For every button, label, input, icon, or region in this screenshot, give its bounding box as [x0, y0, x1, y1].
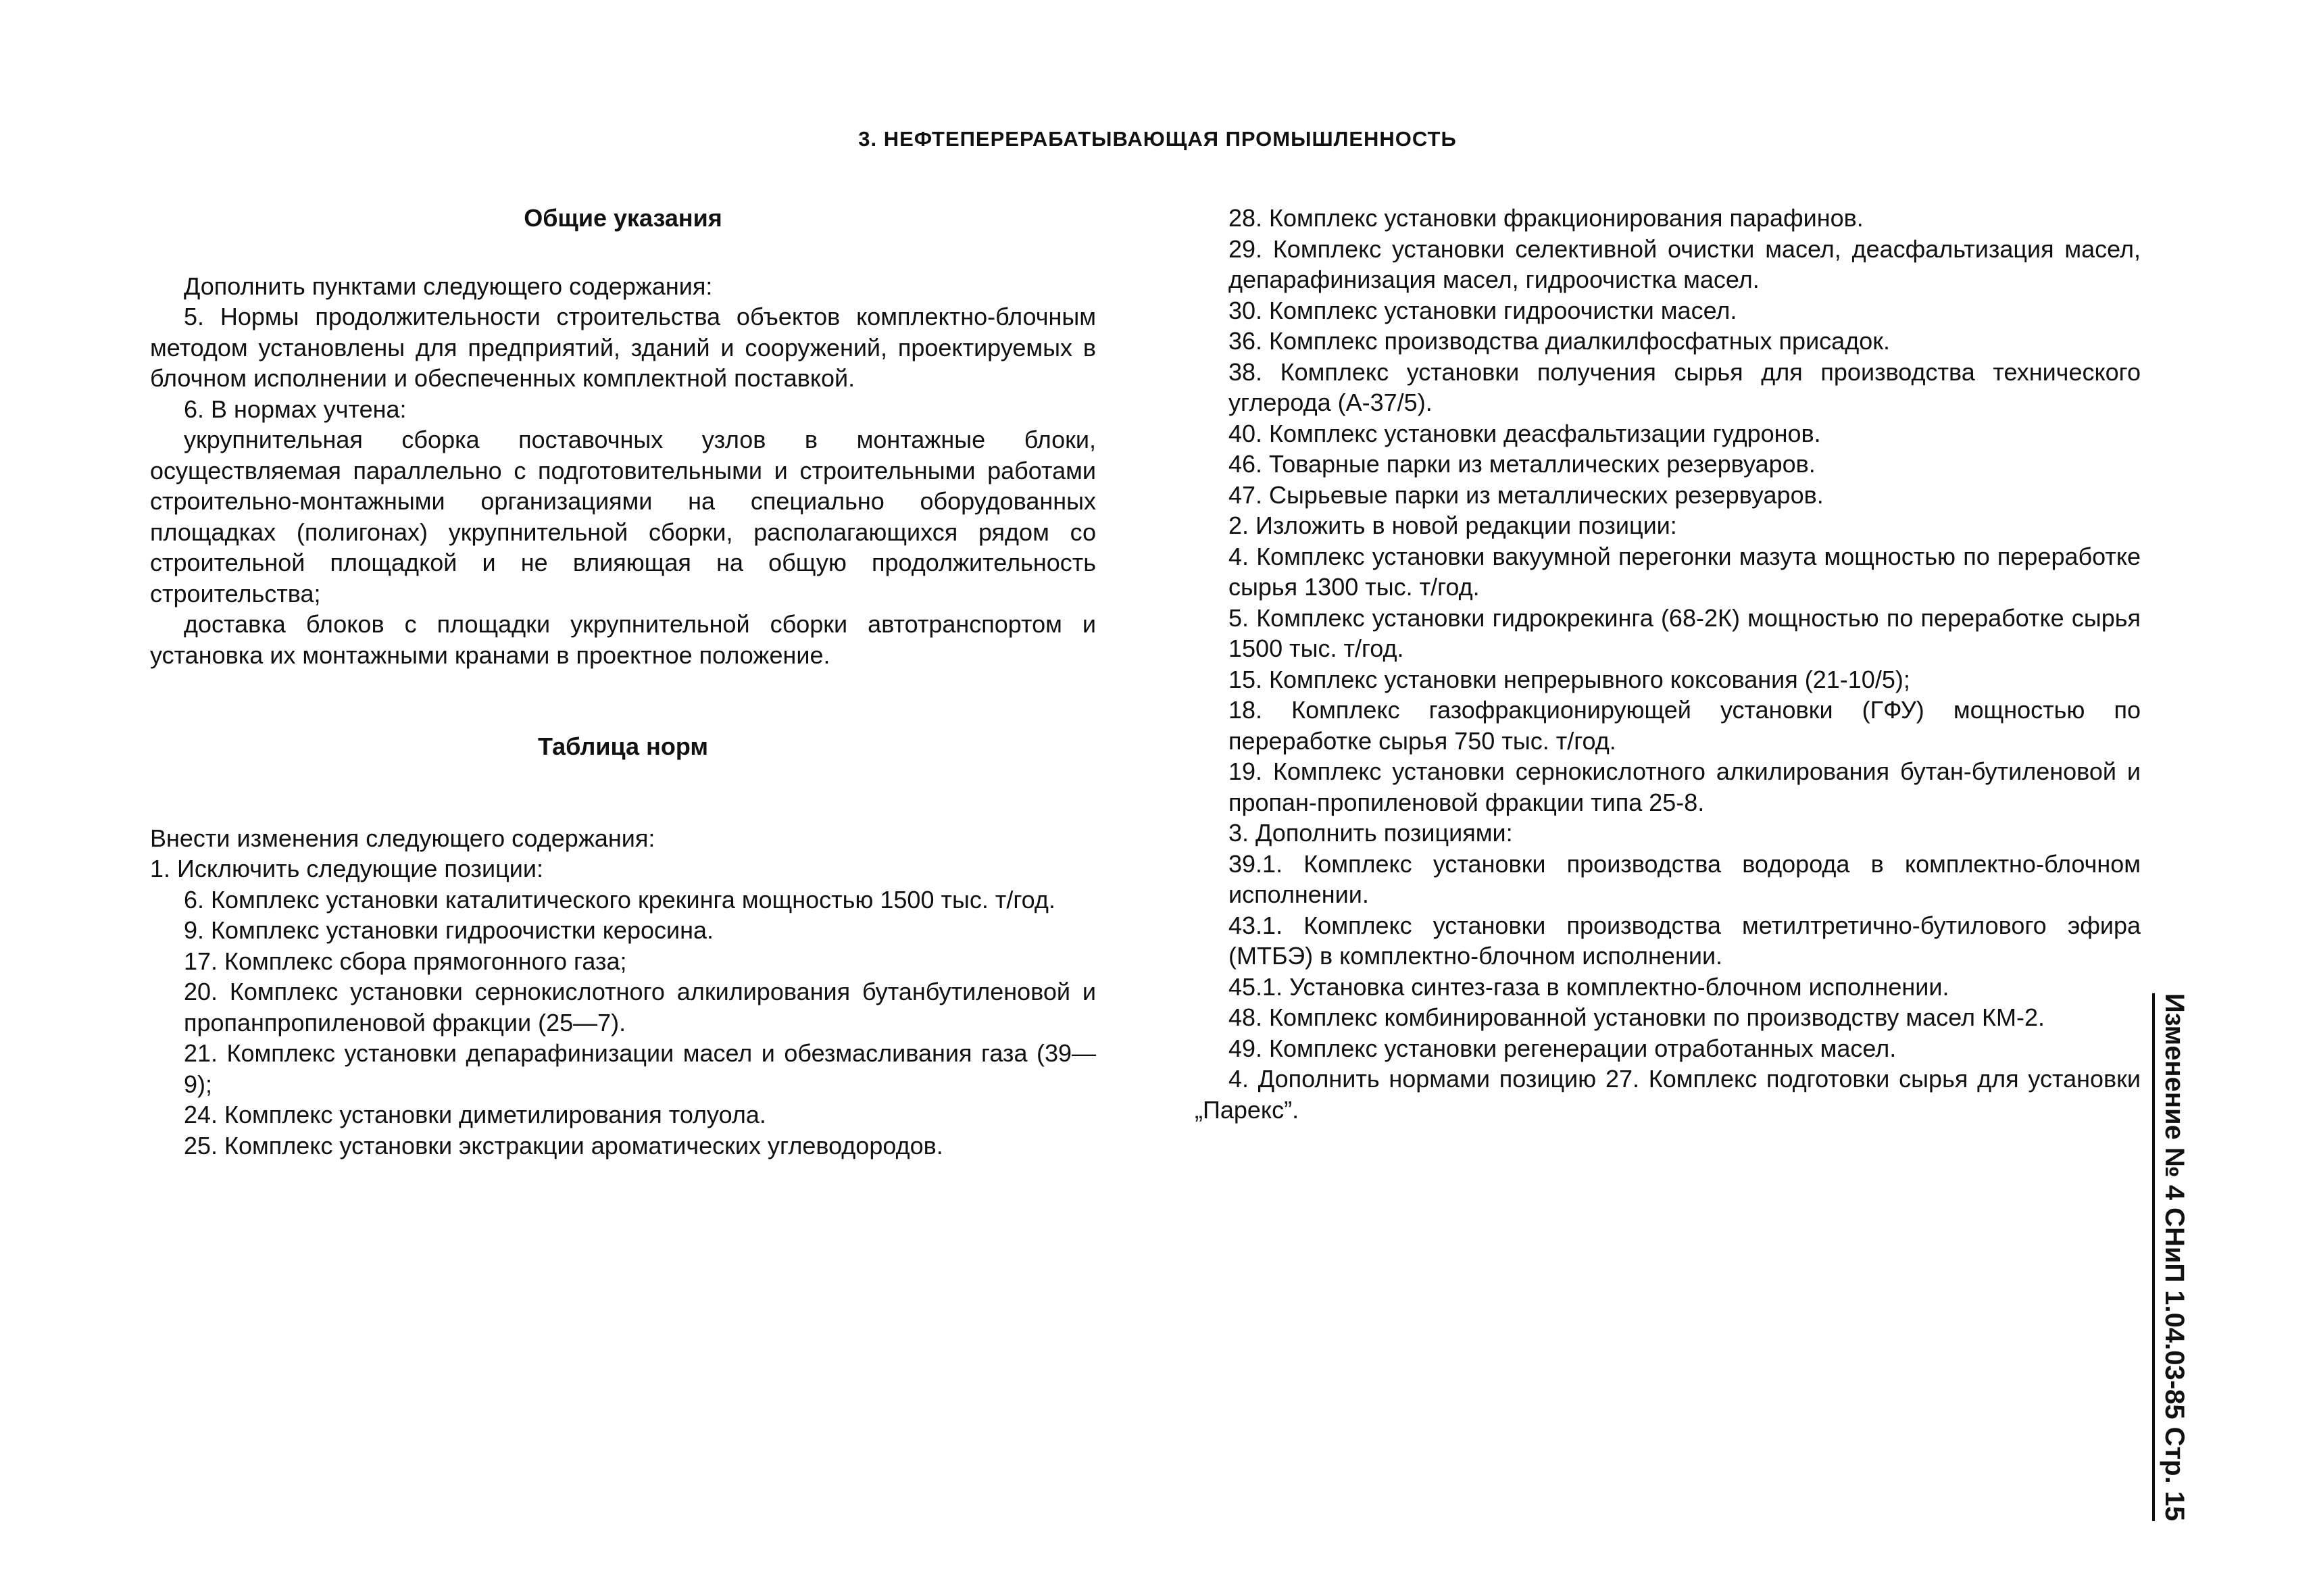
- list-item: 30. Комплекс установки гидроочистки масел.: [1228, 296, 1737, 324]
- list-item: 46. Товарные парки из металлических резервуаров.: [1228, 450, 1816, 478]
- list-item: 20. Комплекс установки сернокислотного алкилирования бутанбутиленовой и пропанпропиленовой фракции (25—7).: [184, 978, 1096, 1037]
- exclude-intro: 1. Исключить следующие позиции:: [150, 855, 543, 882]
- list-item: 38. Комплекс установки получения сырья для производства технического углерода (А-37/5).: [1228, 357, 2141, 416]
- list-item: 40. Комплекс установки деасфальтизации гудронов.: [1228, 419, 1821, 447]
- intro-paragraph: Дополнить пунктами следующего содержания:: [184, 272, 713, 300]
- list-item: 36. Комплекс производства диалкилфосфатных присадок.: [1228, 327, 1890, 355]
- list-item: 18. Комплекс газофракционирующей установки (ГФУ) мощностью по переработке сырья 750 тыс. т/год.: [1228, 696, 2141, 755]
- paragraph-5: 5. Нормы продолжительности строительства объектов комплектно-блочным методом установлены для предприятий, зданий и сооружений, проектируемых в блочном исполнении и обеспеченных комплектной поставкой.: [150, 303, 1096, 392]
- list-item: 25. Комплекс установки экстракции ароматических углеводородов.: [184, 1131, 943, 1159]
- norms-table-heading: Таблица норм: [538, 732, 708, 760]
- list-item: 5. Комплекс установки гидрокрекинга (68-2К) мощностью по переработке сырья 1500 тыс. т/год.: [1228, 603, 2141, 662]
- list-item: 6. Комплекс установки каталитического крекинга мощностью 1500 тыс. т/год.: [184, 885, 1055, 914]
- list-item: 4. Комплекс установки вакуумной перегонки мазута мощностью по переработке сырья 1300 тыс. т/год.: [1228, 542, 2141, 601]
- list-item: 39.1. Комплекс установки производства водорода в комплектно-блочном исполнении.: [1228, 849, 2141, 908]
- list-item: 17. Комплекс сбора прямогонного газа;: [184, 947, 627, 975]
- restate-intro: 2. Изложить в новой редакции позиции:: [1228, 512, 1677, 539]
- list-item: 21. Комплекс установки депарафинизации масел и обезмасливания газа (39—9);: [184, 1039, 1096, 1098]
- list-item: 43.1. Комплекс установки производства метилтретично-бутилового эфира (МТБЭ) в комплектно-блочном исполнении.: [1228, 911, 2141, 970]
- list-item: 15. Комплекс установки непрерывного коксования (21-10/5);: [1228, 665, 1910, 693]
- list-item: 24. Комплекс установки диметилирования толуола.: [184, 1101, 766, 1128]
- list-item: 47. Сырьевые парки из металлических резервуаров.: [1228, 480, 1824, 509]
- list-item: 48. Комплекс комбинированной установки по производству масел КМ-2.: [1228, 1003, 2045, 1031]
- add-intro: 3. Дополнить позициями:: [1228, 819, 1513, 847]
- list-item: 29. Комплекс установки селективной очистки масел, деасфальтизация масел, депарафинизация масел, гидроочистка масел.: [1228, 234, 2141, 293]
- paragraph-6: 6. В нормах учтена:: [184, 395, 407, 423]
- list-item: 49. Комплекс установки регенерации отработанных масел.: [1228, 1034, 1897, 1062]
- right-column: [1195, 203, 2141, 1125]
- paragraph-6a: укрупнительная сборка поставочных узлов в монтажные блоки, осуществляемая параллельно с подготовительными и строительными работами строительно-монтажными организациями на специально оборудованных площадках (полигонах) укрупнительной сборки, располагающихся рядом со строительной площадкой и не влияющая на общую продолжительность строительства;: [150, 426, 1096, 607]
- list-item: 28. Комплекс установки фракционирования парафинов.: [1228, 204, 1864, 232]
- changes-intro: Внести изменения следующего содержания:: [150, 824, 655, 852]
- general-instructions-heading: Общие указания: [524, 204, 722, 232]
- list-item: 19. Комплекс установки сернокислотного алкилирования бутан-бутиленовой и пропан-пропиленовой фракции типа 25-8.: [1228, 757, 2141, 816]
- document-reference: Изменение № 4 СНиП 1.04.03-85 Стр. 15: [2152, 993, 2189, 1521]
- paragraph-6b: доставка блоков с площадки укрупнительной сборки автотранспортом и установка их монтажными кранами в проектное положение.: [150, 610, 1096, 669]
- list-item: 45.1. Установка синтез-газа в комплектно-блочном исполнении.: [1228, 972, 1949, 1001]
- paragraph-4: 4. Дополнить нормами позицию 27. Комплекс подготовки сырья для установки „Парекс”.: [1195, 1065, 2141, 1124]
- list-item: 9. Комплекс установки гидроочистки керосина.: [184, 916, 714, 944]
- section-title: 3. НЕФТЕПЕРЕРАБАТЫВАЮЩАЯ ПРОМЫШЛЕННОСТЬ: [858, 127, 1457, 151]
- left-column: [150, 203, 1096, 1161]
